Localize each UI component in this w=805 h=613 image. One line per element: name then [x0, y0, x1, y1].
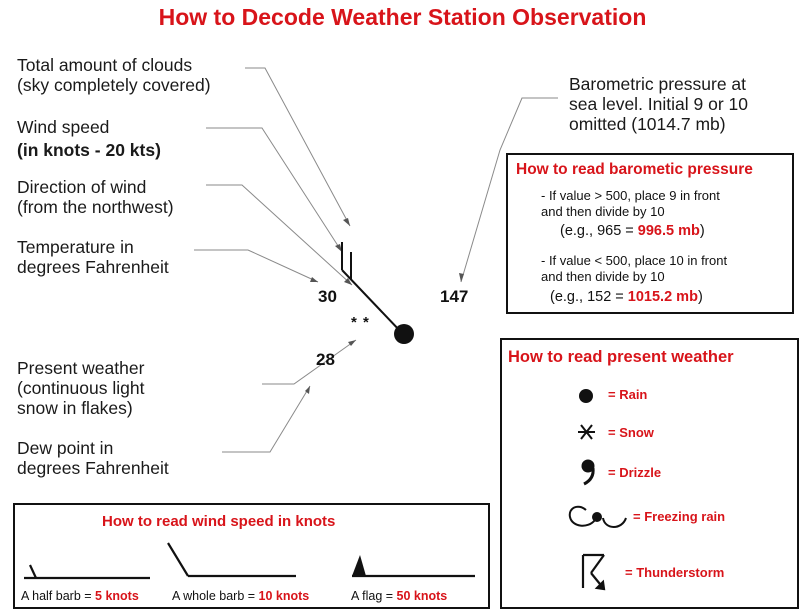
pressure-rule-2 — [541, 253, 727, 285]
weather-label-drizzle: = Drizzle — [608, 465, 662, 480]
label-dew-point — [17, 438, 169, 478]
pressure-rule2-line1: - If value < 500, place 10 in front — [541, 253, 728, 268]
leader-direction — [206, 185, 352, 285]
pressure-rule1-line1: - If value > 500, place 9 in front — [541, 188, 720, 203]
label-present-weather — [17, 358, 144, 418]
wind-half-value: 5 knots — [95, 589, 139, 603]
station-dew-point: 28 — [316, 350, 335, 369]
weather-label-rain: = Rain — [608, 387, 648, 402]
pressure-example2-value: 1015.2 mb — [627, 289, 698, 305]
label-direction — [17, 177, 174, 217]
leader-present — [262, 340, 356, 384]
pressure-rule2-line2: and then divide by 10 — [541, 269, 665, 284]
wind-flag-text — [351, 589, 447, 603]
arrow-pressure — [459, 273, 464, 282]
wind-half-barb-text — [21, 589, 139, 603]
pressure-example1-value: 996.5 mb — [637, 223, 700, 239]
pressure-example2-prefix: (e.g., 152 = — [550, 289, 628, 305]
arrow-wind-speed — [335, 244, 342, 252]
station-pressure: 147 — [440, 287, 469, 306]
leader-wind-speed — [206, 128, 342, 252]
label-barometric-line1: Barometric pressure at — [569, 74, 747, 94]
station-circle — [394, 324, 414, 344]
weather-box — [500, 338, 799, 609]
label-wind-speed-line2: (in knots - 20 kts) — [17, 140, 161, 160]
label-wind-speed-line1: Wind speed — [17, 117, 110, 137]
wind-whole-prefix: A whole barb = — [172, 589, 259, 603]
pressure-example-2 — [550, 289, 703, 305]
label-clouds — [17, 55, 211, 95]
arrow-temperature — [310, 277, 318, 282]
label-barometric-line2: sea level. Initial 9 or 10 — [569, 94, 748, 114]
wind-box-title: How to read wind speed in knots — [102, 513, 336, 530]
page-title: How to Decode Weather Station Observation — [158, 4, 647, 30]
station-temperature: 30 — [318, 287, 337, 306]
label-clouds-line2: (sky completely covered) — [17, 75, 211, 95]
label-present-line1: Present weather — [17, 358, 145, 378]
label-dew-line1: Dew point in — [17, 438, 114, 458]
pressure-example1-prefix: (e.g., 965 = — [560, 223, 638, 239]
pressure-example2-suffix: ) — [697, 289, 703, 305]
pressure-rule1-line2: and then divide by 10 — [541, 204, 665, 219]
wind-half-prefix: A half barb = — [21, 589, 96, 603]
label-clouds-line1: Total amount of clouds — [17, 55, 193, 75]
label-temperature-line1: Temperature in — [17, 237, 134, 257]
pressure-rule-1 — [541, 188, 720, 220]
wind-whole-value: 10 knots — [258, 589, 310, 603]
pressure-example-1 — [560, 223, 705, 239]
weather-label-freezing-rain: = Freezing rain — [633, 509, 726, 524]
label-temperature — [17, 237, 169, 277]
label-present-line3: snow in flakes) — [17, 398, 133, 418]
pressure-example1-suffix: ) — [699, 223, 705, 239]
label-wind-speed — [17, 117, 161, 160]
wind-flag-value: 50 knots — [396, 589, 448, 603]
label-temperature-line2: degrees Fahrenheit — [17, 257, 169, 277]
label-dew-line2: degrees Fahrenheit — [17, 458, 169, 478]
arrow-clouds — [343, 218, 350, 226]
wind-box — [13, 503, 490, 609]
label-direction-line2: (from the northwest) — [17, 197, 174, 217]
station-present-weather: * * — [351, 314, 370, 331]
pressure-box-title: How to read barometic pressure — [516, 161, 753, 178]
weather-label-snow: = Snow — [608, 425, 654, 440]
label-barometric-line3: omitted (1014.7 mb) — [569, 114, 726, 134]
wind-whole-barb-text — [172, 589, 309, 603]
label-barometric — [569, 74, 748, 134]
weather-label-thunderstorm: = Thunderstorm — [625, 565, 725, 580]
label-direction-line1: Direction of wind — [17, 177, 147, 197]
pressure-box — [506, 153, 794, 314]
wind-flag-prefix: A flag = — [351, 589, 397, 603]
weather-box-title: How to read present weather — [508, 348, 734, 366]
leader-dew — [222, 386, 310, 452]
leader-temperature — [194, 250, 318, 282]
label-present-line2: (continuous light — [17, 378, 145, 398]
